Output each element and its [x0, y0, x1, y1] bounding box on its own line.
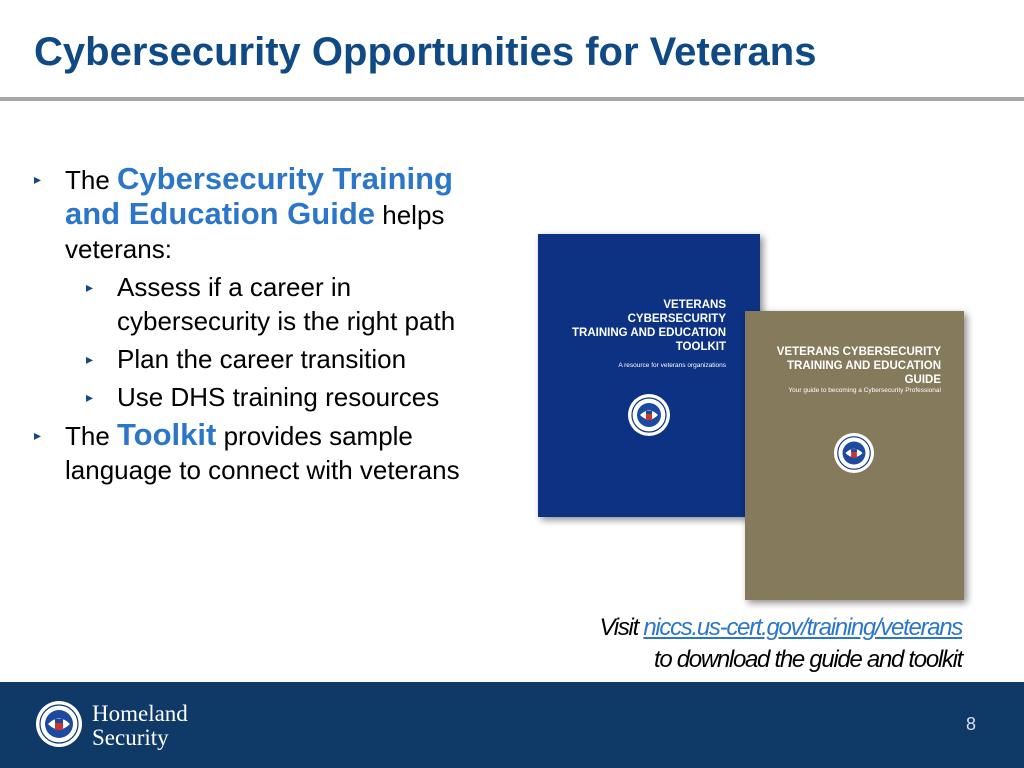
sub-bullet-item [34, 380, 484, 414]
bullet-item-guide [34, 162, 484, 266]
sub-bullet-item [34, 270, 484, 338]
niccs-link[interactable]: niccs.us-cert.gov/training/veterans [643, 614, 962, 641]
bullet-list [34, 162, 484, 487]
toolkit-cover-title: VETERANS CYBERSECURITY TRAINING AND EDUCATION TOOLKIT [572, 299, 726, 353]
footer-bar [0, 682, 1024, 768]
guide-cover-title: VETERANS CYBERSECURITY TRAINING AND EDUCATION GUIDE [776, 346, 941, 386]
visit-note [510, 612, 962, 676]
visit-line2: to download the guide and toolkit [653, 646, 962, 673]
bullet-item-toolkit [34, 418, 484, 487]
dhs-seal-icon [833, 432, 875, 474]
bullet-prefix: The [65, 165, 110, 195]
page-number: 8 [965, 714, 976, 734]
visit-prefix: Visit [599, 614, 638, 641]
bullet-marker-icon: ▸ [34, 171, 42, 187]
homeland-security-logo: Homeland Security [92, 701, 188, 750]
sub-bullet-text: Use DHS training resources [117, 382, 440, 412]
title-divider [0, 97, 1024, 101]
sub-bullet-marker-icon: ▸ [86, 351, 94, 367]
sub-bullet-marker-icon: ▸ [86, 389, 94, 405]
guide-cover-subtitle: Your guide to becoming a Cybersecurity Professional [788, 387, 941, 394]
bullet-marker-icon: ▸ [34, 427, 42, 443]
dhs-seal-icon [627, 393, 671, 437]
bullet-suffix: helps veterans: [65, 200, 445, 264]
sub-bullet-item [34, 342, 484, 376]
toolkit-cover-image [538, 234, 760, 517]
guide-highlight: Cybersecurity Training and Education Guide [65, 161, 453, 231]
toolkit-highlight: Toolkit [117, 417, 217, 452]
dhs-seal-icon [35, 700, 83, 748]
toolkit-cover-subtitle: A resource for veterans organizations [618, 362, 726, 369]
bullet-prefix: The [65, 421, 110, 451]
bullet-suffix: provides sample language to connect with veterans [65, 421, 460, 485]
guide-cover-image [745, 311, 964, 600]
sub-bullet-text: Plan the career transition [117, 344, 407, 374]
sub-bullet-text: Assess if a career in cybersecurity is the right path [117, 272, 456, 336]
slide-title: Cybersecurity Opportunities for Veterans [34, 30, 817, 74]
sub-bullet-marker-icon: ▸ [86, 279, 94, 295]
